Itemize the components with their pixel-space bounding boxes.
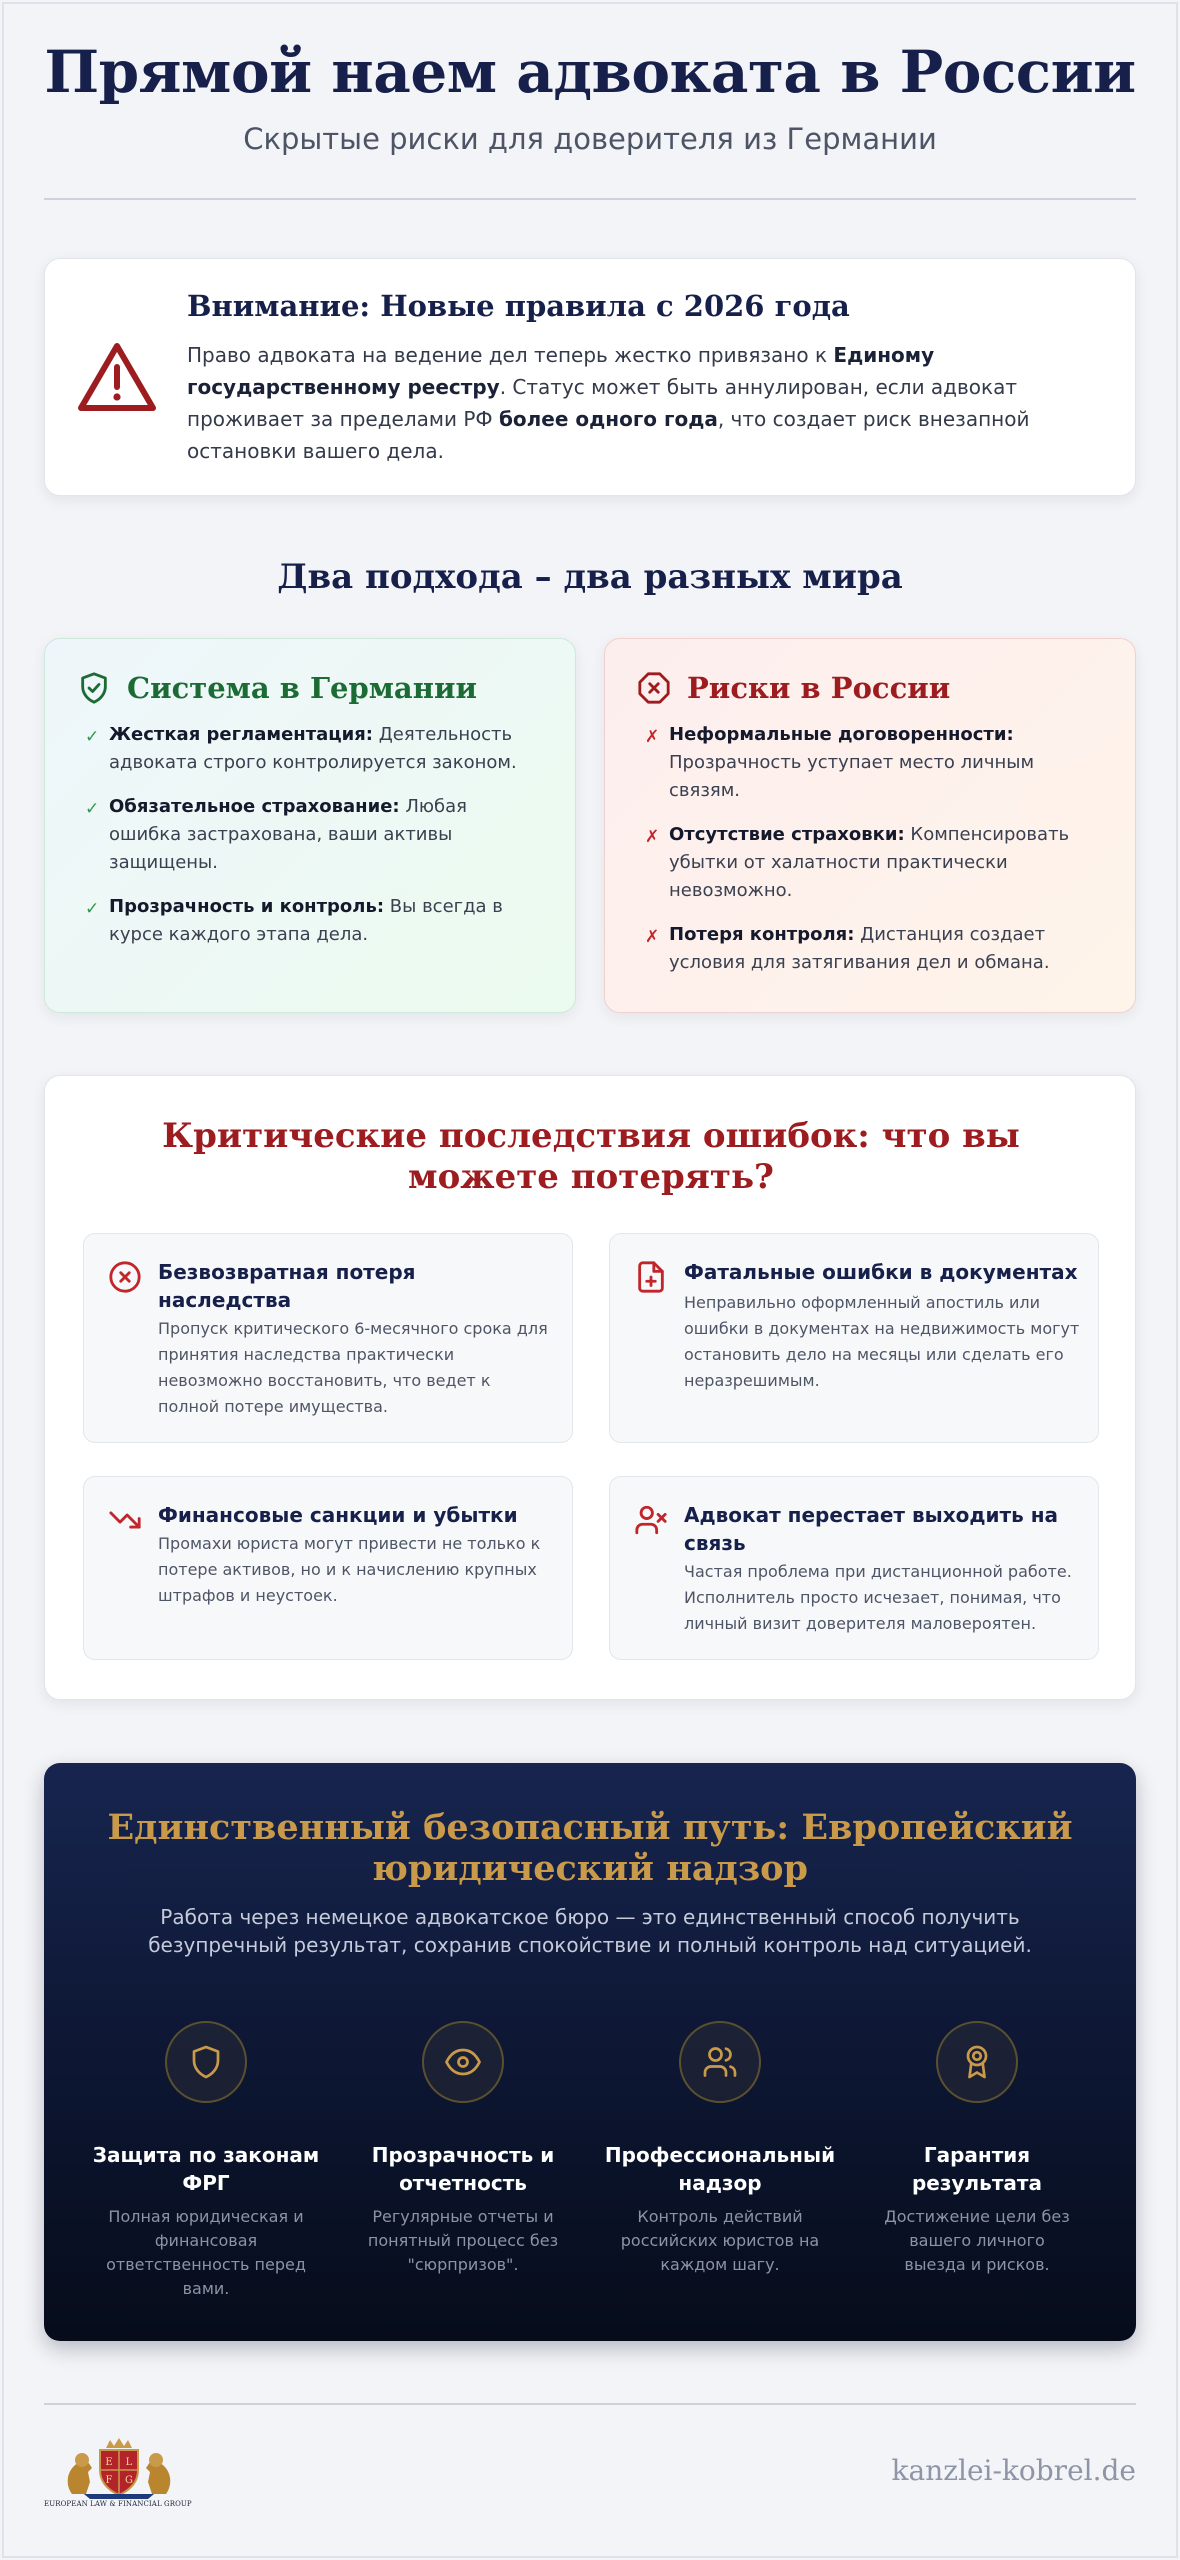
feature-icon-ring (422, 2021, 504, 2103)
eye-icon (445, 2044, 481, 2080)
feature-title: Гарантия результата (911, 2143, 1042, 2195)
footer-divider (44, 2403, 1136, 2405)
list-item: ✓ Обязательное страхование: Любая ошибка застрахована, ваши активы защищены. (77, 793, 543, 877)
consequence-text: Частая проблема при дистанционной работе. Исполнитель просто исчезает, понимая, что личный визит доверителя маловероятен. (684, 1562, 1072, 1633)
consequence-card-inheritance (83, 1233, 573, 1443)
check-icon: ✓ (85, 799, 100, 819)
feature-title: Защита по законам ФРГ (92, 2143, 320, 2195)
cross-icon: ✗ (645, 727, 660, 747)
feature-text: Контроль действий российских юристов на каждом шагу. (620, 2207, 820, 2274)
page-header (0, 0, 1180, 156)
consequences-section (44, 1075, 1136, 1700)
list-item: ✓ Жесткая регламентация: Деятельность адвоката строго контролируется законом. (77, 721, 543, 777)
consequence-text: Промахи юриста могут привести не только к потере активов, но и к начислению крупных штрафов и неустоек. (158, 1534, 541, 1605)
solution-lead: Работа через немецкое адвокатское бюро — это единственный способ получить безупречный результат, сохранив спокойствие и полный контроль над ситуацией. (148, 1905, 1032, 1957)
x-circle-icon (108, 1260, 142, 1294)
feature-icon-ring (936, 2021, 1018, 2103)
feature-transparency (343, 2021, 583, 2277)
shield-icon (188, 2044, 224, 2080)
feature-text: Достижение цели без вашего личного выезда и рисков. (884, 2207, 1070, 2274)
consequence-card-financial (83, 1476, 573, 1660)
consequence-title: Адвокат перестает выходить на связь (684, 1503, 1059, 1555)
logo-crest-icon (44, 2438, 194, 2500)
alert-card (44, 258, 1136, 496)
russia-card (604, 638, 1136, 1013)
page-subtitle: Скрытые риски для доверителя из Германии (243, 122, 937, 156)
solution-section (44, 1763, 1136, 2341)
solution-title: Единственный безопасный путь: Европейский юридический надзор (107, 1807, 1073, 1889)
russia-card-title: Риски в России (687, 671, 951, 705)
page-title: Прямой наем адвоката в России (44, 38, 1136, 106)
svg-text:E: E (105, 2457, 113, 2468)
check-icon: ✓ (85, 899, 100, 919)
consequence-text: Пропуск критического 6-месячного срока для принятия наследства практически невозможно восстановить, что ведет к полной потере имущества. (158, 1319, 548, 1416)
consequence-card-contact (609, 1476, 1099, 1660)
feature-guarantee (857, 2021, 1097, 2277)
russia-card-header (637, 671, 1103, 705)
consequences-title: Критические последствия ошибок: что вы можете потерять? (162, 1116, 1020, 1197)
award-icon (959, 2044, 995, 2080)
consequence-title: Фатальные ошибки в документах (684, 1260, 1078, 1284)
cross-icon: ✗ (645, 927, 660, 947)
approaches-title: Два подхода – два разных мира (277, 557, 903, 597)
feature-icon-ring (679, 2021, 761, 2103)
feature-protection (86, 2021, 326, 2301)
cross-icon: ✗ (645, 827, 660, 847)
feature-text: Полная юридическая и финансовая ответственность перед вами. (106, 2207, 306, 2298)
shield-check-icon (77, 671, 111, 705)
feature-title: Прозрачность и отчетность (371, 2143, 555, 2195)
consequence-card-documents (609, 1233, 1099, 1443)
company-logo (44, 2438, 194, 2516)
germany-card-title: Система в Германии (127, 671, 477, 705)
users-icon (702, 2044, 738, 2080)
file-plus-icon (634, 1260, 668, 1294)
alert-text: Право адвоката на ведение дел теперь жестко привязано к Единому государственному реестру. Статус может быть аннулирован, если адвокат проживает за пределами РФ более одного года, что создает риск внезапной остановки вашего дела. (187, 343, 1030, 463)
feature-supervision (600, 2021, 840, 2277)
check-icon: ✓ (85, 727, 100, 747)
x-octagon-icon (637, 671, 671, 705)
user-x-icon (634, 1503, 668, 1537)
svg-text:G: G (125, 2475, 133, 2486)
svg-text:F: F (105, 2475, 113, 2486)
list-item: ✗ Неформальные договоренности: Прозрачность уступает место личным связям. (637, 721, 1103, 805)
consequence-text: Неправильно оформленный апостиль или ошибки в документах на недвижимость могут остановить дело на месяцы или сделать его неразрешимым. (684, 1293, 1080, 1390)
feature-text: Регулярные отчеты и понятный процесс без "сюрпризов". (367, 2207, 559, 2274)
svg-text:L: L (125, 2457, 133, 2468)
warning-triangle-icon (77, 341, 157, 413)
website-link[interactable]: kanzlei-kobrel.de (891, 2454, 1136, 2487)
logo-caption: EUROPEAN LAW & FINANCIAL GROUP (44, 2500, 192, 2508)
alert-title: Внимание: Новые правила с 2026 года (187, 289, 850, 323)
list-item: ✗ Отсутствие страховки: Компенсировать убытки от халатности практически невозможно. (637, 821, 1103, 905)
consequence-title: Финансовые санкции и убытки (158, 1503, 518, 1527)
germany-card-header (77, 671, 543, 705)
germany-card (44, 638, 576, 1013)
feature-title: Профессиональный надзор (604, 2143, 836, 2195)
list-item: ✓ Прозрачность и контроль: Вы всегда в курсе каждого этапа дела. (77, 893, 543, 949)
list-item: ✗ Потеря контроля: Дистанция создает условия для затягивания дел и обмана. (637, 921, 1103, 977)
trending-down-icon (108, 1503, 142, 1537)
consequence-title: Безвозвратная потеря наследства (158, 1260, 416, 1312)
header-divider (44, 198, 1136, 200)
feature-icon-ring (165, 2021, 247, 2103)
